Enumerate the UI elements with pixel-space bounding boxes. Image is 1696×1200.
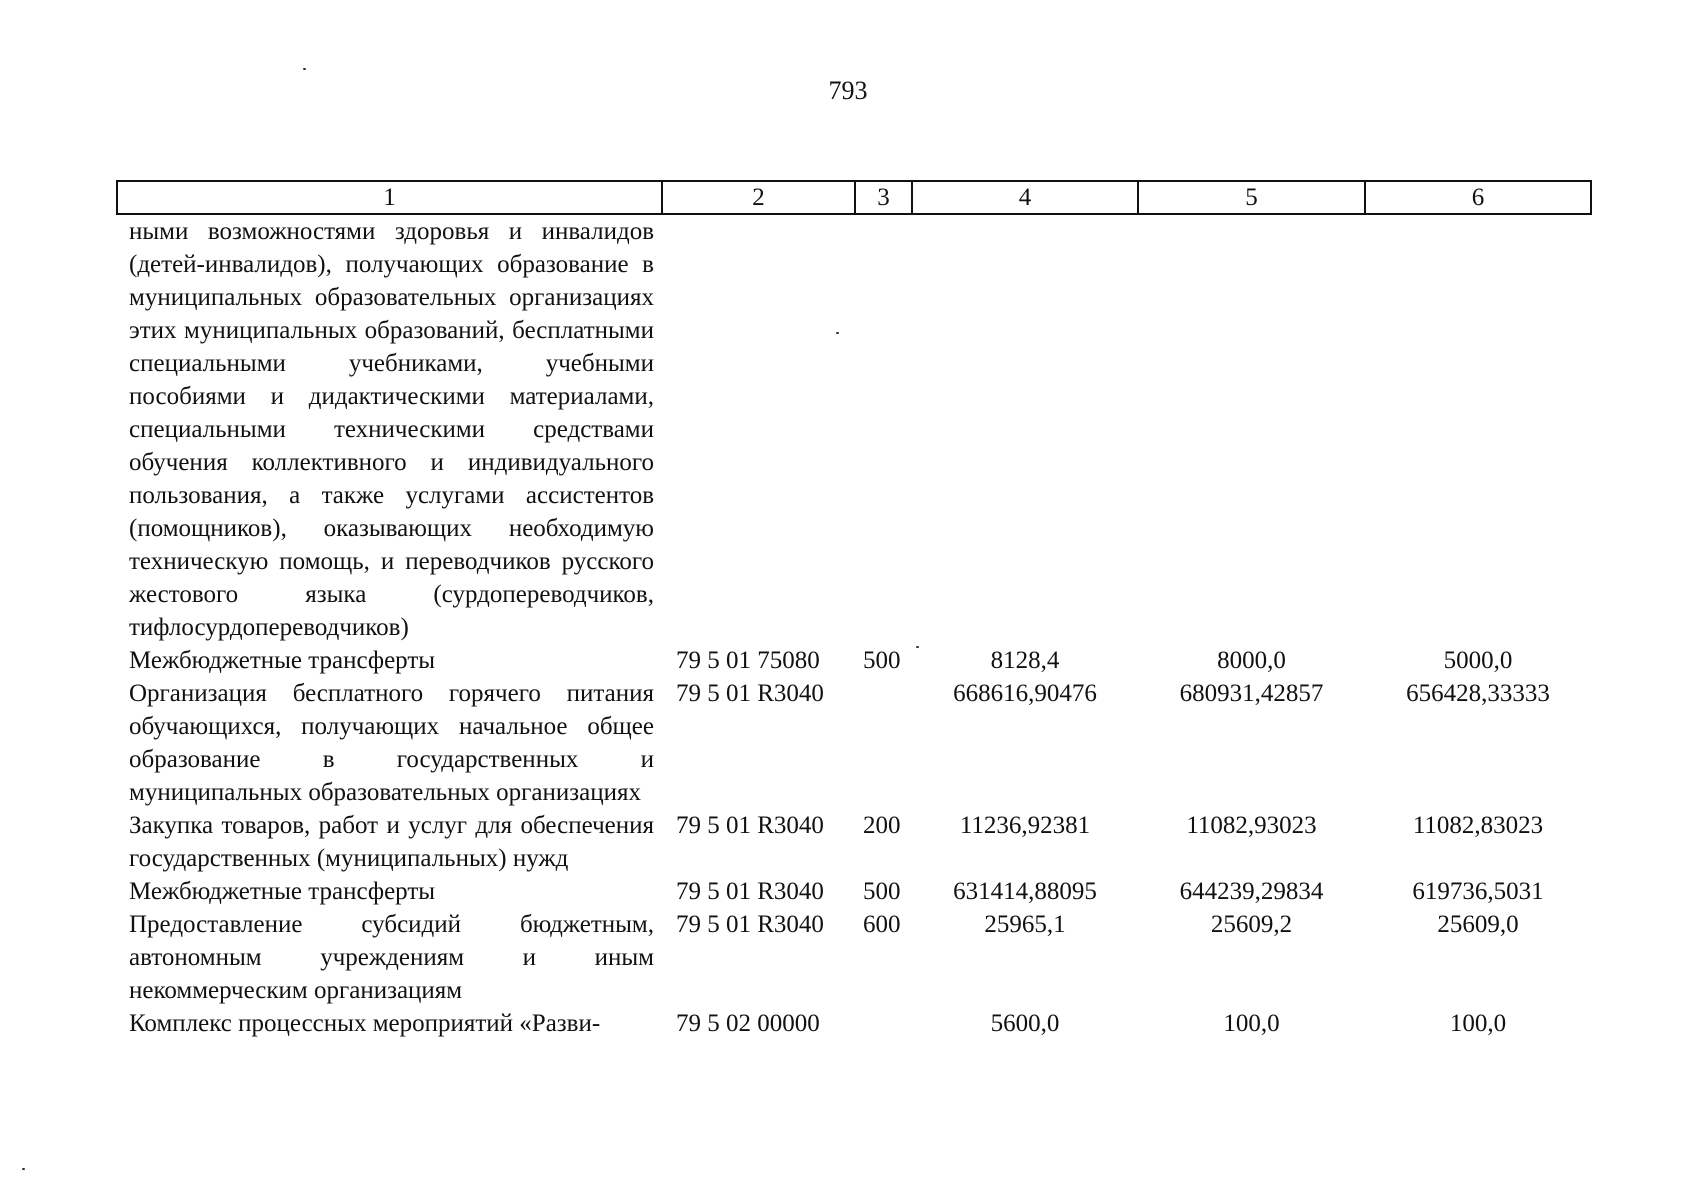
row-expense-type [855, 1007, 912, 1040]
row-value-col4: 11236,92381 [959, 812, 1091, 839]
table-row [117, 1007, 1591, 1040]
row-value-col6: 619736,5031 [1412, 878, 1544, 905]
table-row [117, 908, 1591, 1007]
header-col-3: 3 [855, 181, 912, 214]
row-value-col4 [912, 214, 1138, 644]
row-expense-type [855, 214, 912, 644]
header-col-5: 5 [1138, 181, 1365, 214]
header-col-4: 4 [912, 181, 1138, 214]
row-value-col5: 8000,0 [1217, 647, 1286, 674]
header-col-2: 2 [662, 181, 855, 214]
row-value-col5: 644239,29834 [1179, 878, 1324, 905]
row-value-col4: 5600,0 [990, 1010, 1060, 1037]
row-value-col6: 100,0 [1449, 1010, 1507, 1037]
row-description: ными возможностями здоровья и инвалидов (детей-инвалидов), получающих образование в муниципальных образовательных организациях этих муниципальных образований, бесплатными специальными учебниками, учебными пособиями и дидактическими материалами, специальными техническими средствами обучения коллективного и индивидуального пользования, а также услугами ассистентов (помощников), оказывающих необходимую техническую помощь, и переводчиков русского жестового языка (сурдопереводчиков, тифлосурдопереводчиков) [129, 218, 654, 641]
row-value-col5: 11082,93023 [1186, 812, 1317, 839]
row-code: 79 5 01 75080 [676, 647, 820, 674]
row-value-col5: 680931,42857 [1179, 680, 1324, 707]
row-value-col6: 25609,0 [1437, 911, 1519, 938]
row-value-col5 [1138, 214, 1365, 644]
row-value-col4: 25965,1 [984, 911, 1066, 938]
table-row [117, 214, 1591, 644]
row-description: Закупка товаров, работ и услуг для обеспечения государственных (муниципальных) нужд [129, 812, 654, 872]
budget-table [116, 180, 1592, 1040]
row-description: Предоставление субсидий бюджетным, автономным учреждениям и иным некоммерческим организациям [129, 911, 654, 1004]
row-description: Межбюджетные трансферты [129, 878, 436, 905]
row-value-col6: 656428,33333 [1406, 680, 1550, 707]
row-value-col6: 11082,83023 [1412, 812, 1544, 839]
row-value-col4: 631414,88095 [953, 878, 1097, 905]
row-description: Межбюджетные трансферты [129, 647, 436, 674]
header-row [117, 181, 1591, 214]
row-code: 79 5 01 R3040 [676, 680, 824, 707]
row-code: 79 5 02 00000 [676, 1010, 820, 1037]
row-description: Комплекс процессных мероприятий «Разви- [129, 1010, 601, 1037]
table-row [117, 875, 1591, 908]
row-value-col6 [1365, 214, 1591, 644]
table-row [117, 809, 1591, 875]
row-code: 79 5 01 R3040 [676, 812, 824, 839]
row-expense-type: 500 [863, 878, 901, 905]
scan-speck [22, 1168, 25, 1170]
row-code [662, 214, 855, 644]
row-expense-type: 600 [863, 911, 901, 938]
row-description: Организация бесплатного горячего питания обучающихся, получающих начальное общее образование в государственных и муниципальных образовательных организациях [129, 680, 654, 806]
row-code: 79 5 01 R3040 [676, 911, 824, 938]
row-value-col5: 100,0 [1223, 1010, 1280, 1037]
header-col-6: 6 [1365, 181, 1591, 214]
row-value-col4: 8128,4 [990, 647, 1060, 674]
header-col-1: 1 [117, 181, 662, 214]
row-expense-type [855, 677, 912, 809]
row-value-col5: 25609,2 [1210, 911, 1293, 938]
row-expense-type: 500 [863, 647, 901, 674]
table-row [117, 644, 1591, 677]
row-value-col4: 668616,90476 [953, 680, 1097, 707]
row-expense-type: 200 [863, 812, 901, 839]
page-number: 793 [828, 76, 868, 105]
scan-speck [303, 68, 306, 70]
row-value-col6: 5000,0 [1443, 647, 1513, 674]
row-code: 79 5 01 R3040 [676, 878, 824, 905]
table-row [117, 677, 1591, 809]
